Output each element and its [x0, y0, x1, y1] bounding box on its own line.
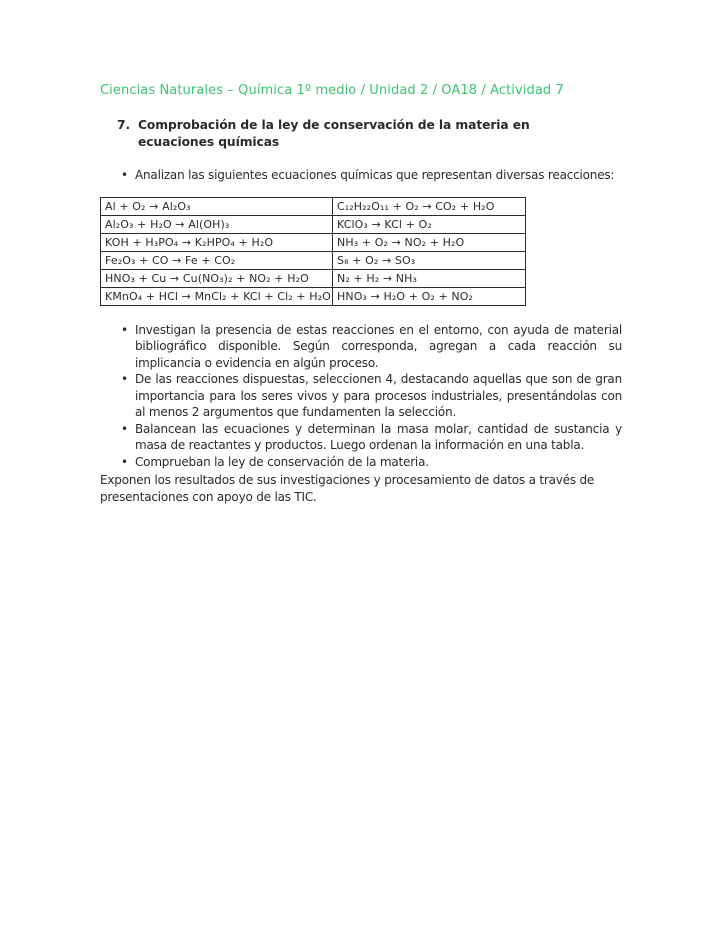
- table-row: [101, 215, 526, 233]
- equation-cell: Fe₂O₃ + CO → Fe + CO₂: [101, 251, 333, 269]
- equation-cell: Al + O₂ → Al₂O₃: [101, 197, 333, 215]
- equation-cell: KMnO₄ + HCl → MnCl₂ + KCl + Cl₂ + H₂O: [101, 287, 333, 305]
- table-row: [101, 233, 526, 251]
- activity-heading: [117, 117, 622, 150]
- equation-cell: HNO₃ → H₂O + O₂ + NO₂: [333, 287, 526, 305]
- closing-paragraph: Exponen los resultados de sus investigaciones y procesamiento de datos a través de presentaciones con apoyo de las TIC.: [100, 473, 595, 504]
- equation-cell: KOH + H₃PO₄ → K₂HPO₄ + H₂O: [101, 233, 333, 251]
- activity-heading-text: Comprobación de la ley de conservación de la materia en ecuaciones químicas: [138, 118, 530, 149]
- equation-cell: KClO₃ → KCl + O₂: [333, 215, 526, 233]
- list-item: • Investigan la presencia de estas reacciones en el entorno, con ayuda de material bibliográfico disponible. Según corresponda, agregan a cada reacción su implicancia o evidencia en algún proceso.: [100, 322, 622, 372]
- table-row: [101, 251, 526, 269]
- equation-cell: C₁₂H₂₂O₁₁ + O₂ → CO₂ + H₂O: [333, 197, 526, 215]
- intro-bullet: • Analizan las siguientes ecuaciones químicas que representan diversas reacciones:: [100, 167, 622, 184]
- table-row: [101, 197, 526, 215]
- list-item: • Balancean las ecuaciones y determinan la masa molar, cantidad de sustancia y masa de reactantes y productos. Luego ordenan la información en una tabla.: [100, 421, 622, 454]
- equation-cell: HNO₃ + Cu → Cu(NO₃)₂ + NO₂ + H₂O: [101, 269, 333, 287]
- equation-cell: NH₃ + O₂ → NO₂ + H₂O: [333, 233, 526, 251]
- activity-number: 7.: [117, 118, 131, 132]
- list-item: • De las reacciones dispuestas, seleccionen 4, destacando aquellas que son de gran importancia para los seres vivos y para procesos industriales, presentándolas con al menos 2 argumentos que fundamenten la selección.: [100, 371, 622, 421]
- equation-cell: Al₂O₃ + H₂O → Al(OH)₃: [101, 215, 333, 233]
- document-title: Ciencias Naturales – Química 1º medio / Unidad 2 / OA18 / Actividad 7: [100, 83, 564, 98]
- equation-cell: N₂ + H₂ → NH₃: [333, 269, 526, 287]
- equation-cell: S₈ + O₂ → SO₃: [333, 251, 526, 269]
- activity-bullet-list: [100, 322, 622, 471]
- equations-table: [100, 197, 526, 306]
- list-item: • Comprueban la ley de conservación de la materia.: [100, 454, 622, 471]
- table-row: [101, 269, 526, 287]
- table-row: [101, 287, 526, 305]
